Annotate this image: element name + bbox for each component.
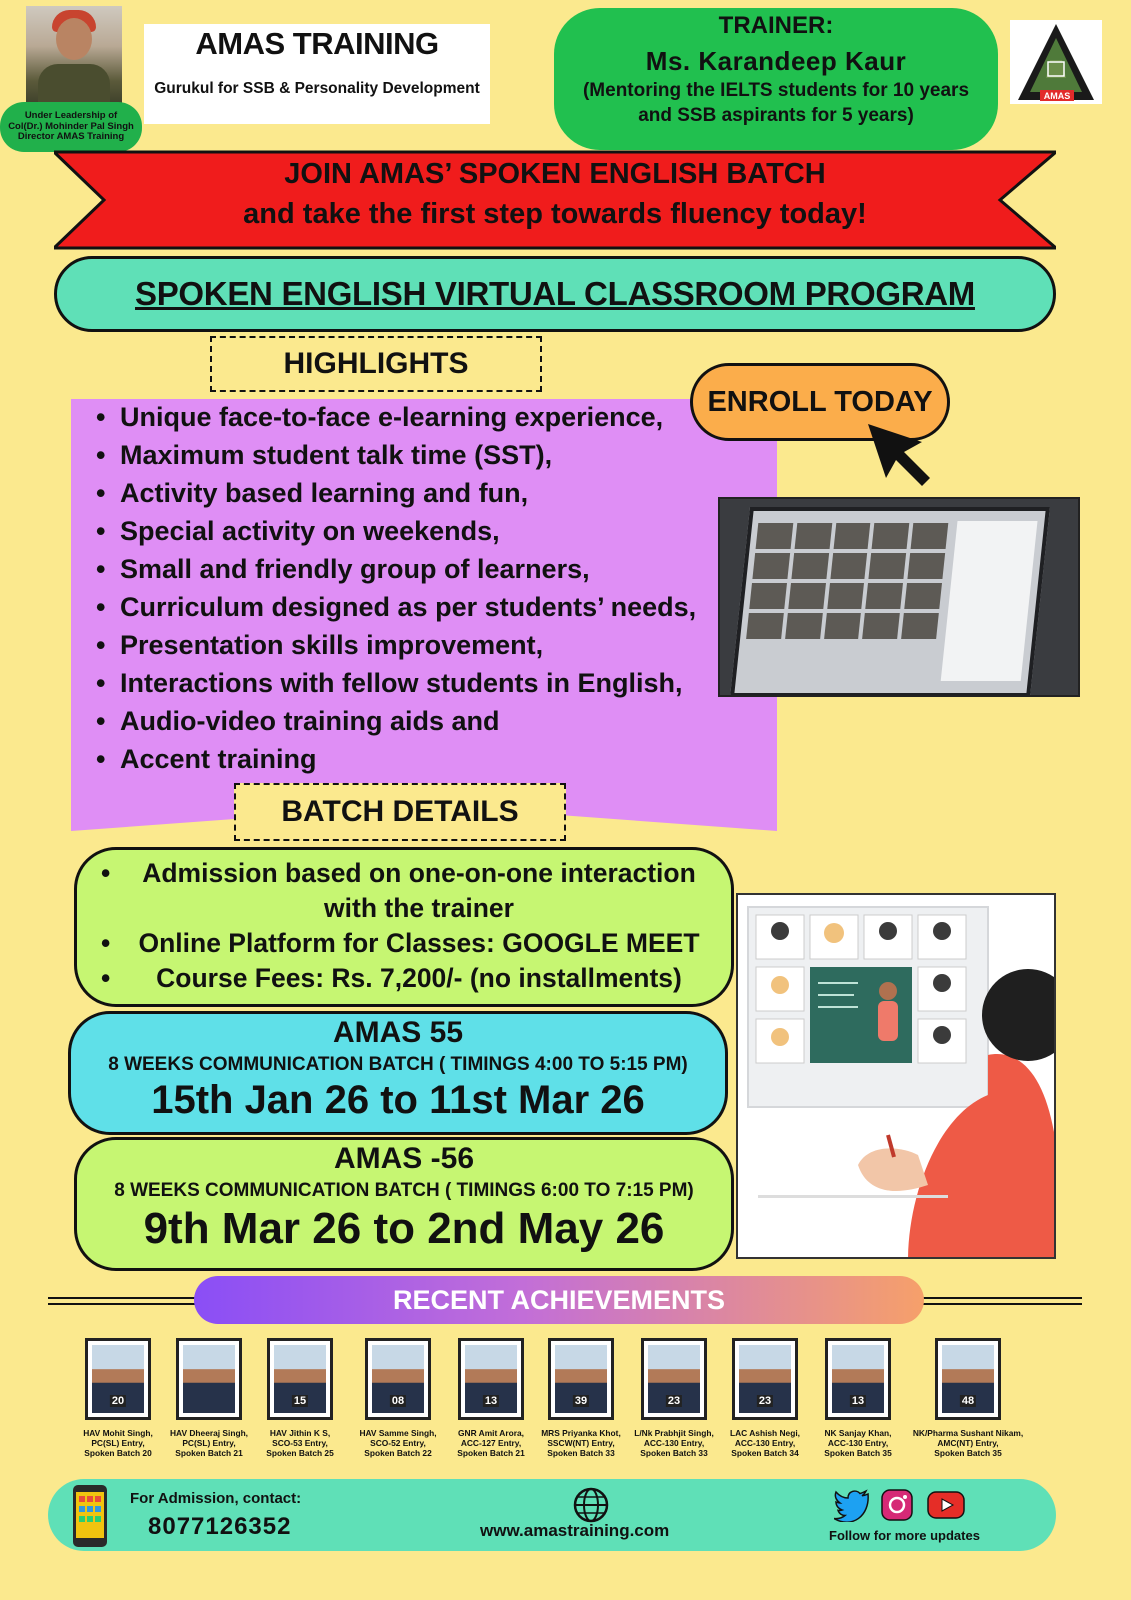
phone-icon	[72, 1484, 108, 1548]
achiever-caption: HAV Mohit Singh, PC(SL) Entry, Spoken Batch 20	[83, 1428, 153, 1459]
follow-text: Follow for more updates	[829, 1528, 980, 1543]
enroll-today-button[interactable]: ENROLL TODAY	[690, 363, 950, 441]
achiever-card	[70, 1338, 166, 1458]
achiever-photo: 20	[92, 1345, 144, 1413]
achiever-caption: NK Sanjay Khan, ACC-130 Entry, Spoken Batch 35	[824, 1428, 892, 1459]
highlight-item: • Presentation skills improvement,	[96, 626, 696, 664]
batch-detail-item: • Online Platform for Classes: GOOGLE MEET	[77, 926, 731, 961]
batch-dates: 9th Mar 26 to 2nd May 26	[143, 1204, 665, 1253]
program-title-pill	[54, 256, 1056, 332]
achiever-card	[533, 1338, 629, 1458]
batch-name: AMAS 55	[332, 1016, 464, 1049]
batch-details-box	[74, 847, 734, 1007]
divider-left	[48, 1297, 208, 1305]
achiever-caption: LAC Ashish Negi, ACC-130 Entry, Spoken Batch 34	[730, 1428, 800, 1459]
divider-right	[920, 1297, 1082, 1305]
trainer-label: TRAINER:	[718, 12, 834, 39]
highlight-item: • Activity based learning and fun,	[96, 474, 696, 512]
director-photo	[26, 6, 122, 106]
ribbon-text	[140, 154, 970, 234]
highlight-item: • Special activity on weekends,	[96, 512, 696, 550]
achiever-card	[161, 1338, 257, 1458]
brand-title: AMAS TRAINING	[195, 26, 439, 61]
achiever-photo: 23	[648, 1345, 700, 1413]
batch-detail-item: • Admission based on one-on-one interaction with the trainer	[77, 856, 731, 926]
highlight-item: • Small and friendly group of learners,	[96, 550, 696, 588]
highlights-list	[96, 398, 696, 778]
highlight-item: • Accent training	[96, 740, 696, 778]
batch-timing: 8 WEEKS COMMUNICATION BATCH ( TIMINGS 4:00 TO 5:15 PM)	[108, 1054, 688, 1075]
batch-details-heading: BATCH DETAILS	[234, 783, 566, 841]
highlight-item: • Interactions with fellow students in English,	[96, 664, 696, 702]
highlight-item: • Maximum student talk time (SST),	[96, 436, 696, 474]
program-title: SPOKEN ENGLISH VIRTUAL CLASSROOM PROGRAM	[135, 275, 975, 312]
amas-logo	[1010, 20, 1102, 104]
achiever-photo: 13	[465, 1345, 517, 1413]
contact-label: For Admission, contact:	[130, 1490, 302, 1507]
achiever-card	[443, 1338, 539, 1458]
achiever-caption: L/Nk Prabhjit Singh, ACC-130 Entry, Spoken Batch 33	[634, 1428, 714, 1459]
achiever-card	[626, 1338, 722, 1458]
trainer-box	[554, 8, 998, 150]
achiever-card	[252, 1338, 348, 1458]
batch-card-55	[68, 1011, 728, 1135]
achiever-photo	[183, 1345, 235, 1413]
director-caption: Under Leadership of Col(Dr.) Mohinder Pal Singh Director AMAS Training	[0, 102, 142, 152]
svg-text:AMAS: AMAS	[1043, 91, 1071, 101]
website-link[interactable]: www.amastraining.com	[480, 1521, 670, 1540]
batch-detail-item: • Course Fees: Rs. 7,200/- (no installments)	[77, 961, 731, 996]
brand-subtitle: Gurukul for SSB & Personality Development	[154, 80, 480, 97]
ribbon-line-2: and take the first step towards fluency today!	[243, 198, 867, 230]
achievements-banner: RECENT ACHIEVEMENTS	[194, 1276, 924, 1324]
batch-name: AMAS -56	[333, 1142, 475, 1175]
achiever-photo: 08	[372, 1345, 424, 1413]
social-links	[834, 1488, 974, 1524]
trainer-name: Ms. Karandeep Kaur	[645, 46, 907, 76]
achiever-photo: 23	[739, 1345, 791, 1413]
highlight-item: • Audio-video training aids and	[96, 702, 696, 740]
online-class-illustration	[736, 893, 1056, 1259]
highlights-heading: HIGHLIGHTS	[210, 336, 542, 392]
globe-icon	[572, 1486, 610, 1524]
achiever-photo: 48	[942, 1345, 994, 1413]
achiever-photo: 15	[274, 1345, 326, 1413]
achiever-caption: HAV Dheeraj Singh, PC(SL) Entry, Spoken Batch 21	[169, 1428, 249, 1459]
highlight-item: • Unique face-to-face e-learning experience,	[96, 398, 696, 436]
twitter-icon[interactable]	[834, 1488, 870, 1522]
achiever-card	[350, 1338, 446, 1458]
achiever-photo: 39	[555, 1345, 607, 1413]
highlight-item: • Curriculum designed as per students’ needs,	[96, 588, 696, 626]
youtube-icon[interactable]	[926, 1488, 962, 1522]
achiever-caption: HAV Jithin K S, SCO-53 Entry, Spoken Batch 25	[266, 1428, 334, 1459]
achiever-card	[903, 1338, 1033, 1458]
achiever-caption: HAV Samme Singh, SCO-52 Entry, Spoken Batch 22	[359, 1428, 437, 1459]
instagram-icon[interactable]	[880, 1488, 916, 1522]
brand-box	[144, 24, 490, 124]
achiever-caption: GNR Amit Arora, ACC-127 Entry, Spoken Batch 21	[457, 1428, 525, 1459]
achiever-photo: 13	[832, 1345, 884, 1413]
batch-card-56	[74, 1137, 734, 1271]
contact-phone[interactable]: 8077126352	[148, 1513, 292, 1540]
batch-dates: 15th Jan 26 to 11st Mar 26	[151, 1078, 645, 1122]
achiever-card	[810, 1338, 906, 1458]
achiever-caption: MRS Priyanka Khot, SSCW(NT) Entry, Spoken Batch 33	[541, 1428, 621, 1459]
trainer-description: (Mentoring the IELTS students for 10 years and SSB aspirants for 5 years)	[582, 80, 970, 126]
batch-timing: 8 WEEKS COMMUNICATION BATCH ( TIMINGS 6:00 TO 7:15 PM)	[114, 1180, 694, 1201]
achiever-caption: NK/Pharma Sushant Nikam, AMC(NT) Entry, Spoken Batch 35	[912, 1428, 1024, 1459]
achiever-card	[717, 1338, 813, 1458]
cursor-arrow-icon	[864, 420, 934, 490]
ribbon-line-1: JOIN AMAS’ SPOKEN ENGLISH BATCH	[284, 158, 826, 190]
laptop-video-call-photo	[718, 497, 1080, 697]
